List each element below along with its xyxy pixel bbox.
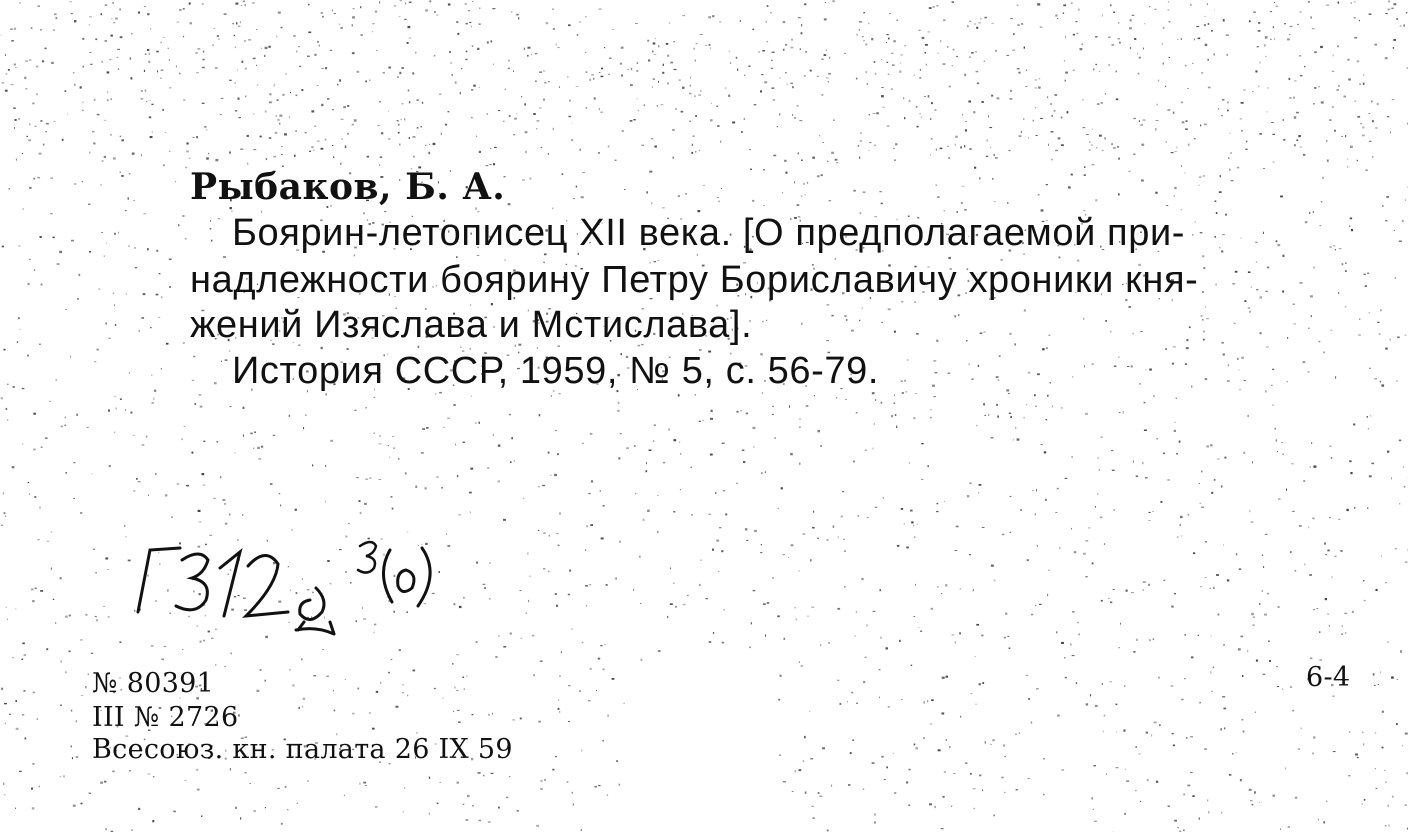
card-author: Рыбаков, Б. А. <box>190 166 506 208</box>
record-number: № 80391 <box>92 668 215 699</box>
card-title-line-1: Боярин-летописец XII века. [О предполагаемой при- <box>232 212 1186 254</box>
handwritten-shelfmark <box>120 530 460 640</box>
card-source-line: История СССР, 1959, № 5, с. 56-79. <box>232 350 880 392</box>
classification-code: 6-4 <box>1306 662 1351 693</box>
paper-blank-patch <box>625 655 775 832</box>
issuer-and-date: Всесоюз. кн. палата 26 IX 59 <box>92 734 513 765</box>
card-title-line-2: надлежности боярину Петру Бориславичу хроники кня- <box>190 259 1199 301</box>
card-title-line-3: жений Изяслава и Мстислава]. <box>190 304 753 346</box>
registry-number: III № 2726 <box>92 702 239 733</box>
